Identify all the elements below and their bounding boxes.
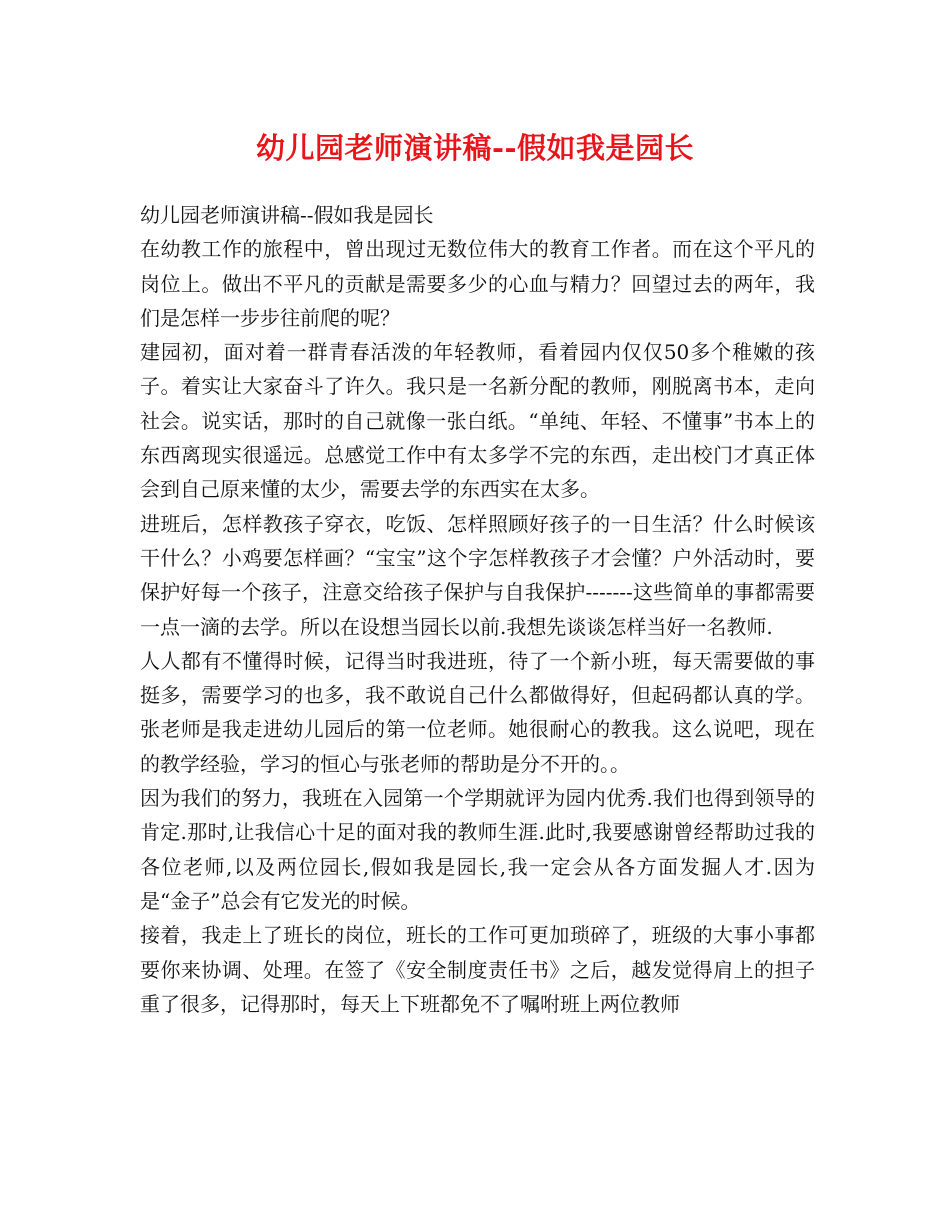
paragraph: 建园初，面对着一群青春活泼的年轻教师，看着园内仅仅50多个稚嫩的孩子。着实让大家奋斗了许久。我只是一名新分配的教师，刚脱离书本，走向社会。说实话，那时的自己就像一张白纸。“单纯、年轻、不懂事”书本上的东西离现实很遥远。总感觉工作中有太多学不完的东西，走出校门才真正体会到自己原来懂的太少，需要去学的东西实在太多。 [140,340,815,502]
document-title: 幼儿园老师演讲稿--假如我是园长 [255,131,695,165]
document-body [140,198,815,1021]
paragraph: 在幼教工作的旅程中，曾出现过无数位伟大的教育工作者。而在这个平凡的岗位上。做出不平凡的贡献是需要多少的心血与精力？回望过去的两年，我们是怎样一步步往前爬的呢？ [140,237,815,330]
paragraph: 人人都有不懂得时候，记得当时我进班，待了一个新小班，每天需要做的事挺多，需要学习的也多，我不敢说自己什么都做得好，但起码都认真的学。张老师是我走进幼儿园后的第一位老师。她很耐心的教我。这么说吧，现在的教学经验，学习的恒心与张老师的帮助是分不开的。。 [140,648,815,776]
paragraph: 因为我们的努力，我班在入园第一个学期就评为园内优秀.我们也得到领导的肯定.那时,让我信心十足的面对我的教师生涯.此时,我要感谢曾经帮助过我的各位老师,以及两位园长,假如我是园长,我一定会从各方面发掘人才.因为是“金子”总会有它发光的时候。 [140,786,815,913]
paragraph: 接着，我走上了班长的岗位，班长的工作可更加琐碎了，班级的大事小事都要你来协调、处理。在签了《安全制度责任书》之后，越发觉得肩上的担子重了很多，记得那时，每天上下班都免不了嘱咐班上两位教师 [140,923,815,1016]
paragraph-heading: 幼儿园老师演讲稿--假如我是园长 [140,203,434,227]
paragraph: 进班后，怎样教孩子穿衣，吃饭、怎样照顾好孩子的一日生活？什么时候该干什么？小鸡要怎样画？“宝宝”这个字怎样教孩子才会懂？户外活动时，要保护好每一个孩子，注意交给孩子保护与自我保护-------这些简单的事都需要一点一滴的去学。所以在设想当园长以前.我想先谈谈怎样当好一名教师. [140,511,815,639]
